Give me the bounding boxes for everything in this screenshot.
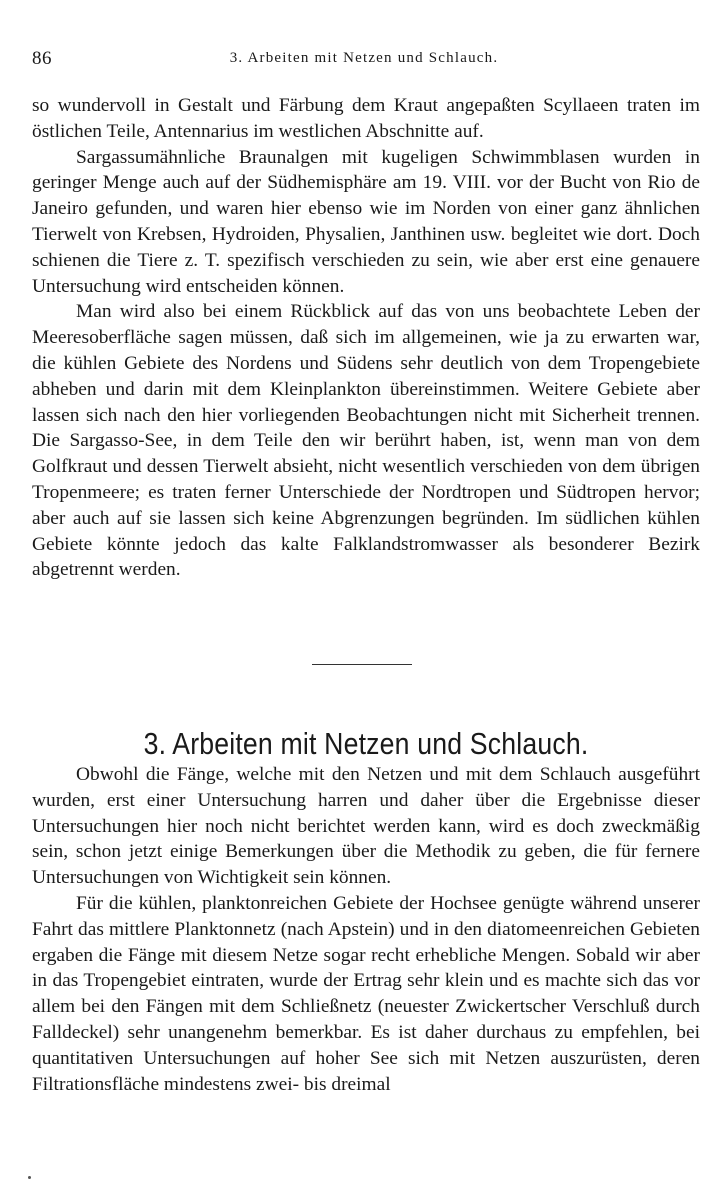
section-divider — [312, 664, 412, 665]
paragraph-continuation: so wundervoll in Gestalt und Färbung dem Kraut angepaßten Scyllaeen traten im östlichen Teile, Antennarius im westlichen Abschnitte auf. — [32, 95, 700, 142]
running-title: 3. Arbeiten mit Netzen und Schlauch. — [229, 50, 499, 66]
paragraph-kuehlen-gebiete: Für die kühlen, planktonreichen Gebiete der Hochsee genügte während unserer Fahrt das mittlere Planktonnetz (nach Apstein) und in den diatomeenreichen Gebieten ergaben die Fänge mit diesem Netze sogar recht erhebliche Mengen. Sobald wir aber in das Tropengebiet eintraten, wurde der Ertrag sehr klein und es machte sich das vor allem bei den Fängen mit dem Schließnetz (neuester Zwickertscher Verschluß durch Falldeckel) sehr unangenehm bemerkbar. Es ist daher durchaus zu empfehlen, bei quantitativen Untersuchungen auf hoher See sich mit Netzen auszurüsten, deren Filtrationsfläche mindestens zwei- bis dreimal — [32, 892, 700, 1095]
page-header — [32, 48, 696, 70]
section-heading: 3. Arbeiten mit Netzen und Schlauch. — [143, 725, 589, 761]
section-text — [32, 762, 700, 1097]
page-number: 86 — [32, 48, 52, 69]
print-speck — [28, 1176, 31, 1179]
paragraph-obwohl: Obwohl die Fänge, welche mit den Netzen und mit dem Schlauch ausgeführt wurden, erst einer Untersuchung harren und daher über die Ergebnisse dieser Untersuchungen hier noch nicht berichtet werden kann, wird es doch zweckmäßig sein, schon jetzt einige Bemerkungen über die Methodik zu geben, die für fernere Untersuchungen von Wichtigkeit sein können. — [32, 764, 700, 889]
paragraph-sargassum: Sargassumähnliche Braunalgen mit kugeligen Schwimmblasen wurden in geringer Menge auch auf der Südhemisphäre am 19. VIII. vor der Bucht von Rio de Janeiro gefunden, und waren hier ebenso wie im Norden von einer ganz ähnlichen Tierwelt von Krebsen, Hydroiden, Physalien, Janthinen usw. begleitet wie dort. Doch schienen die Tiere z. T. spezifisch verschieden zu sein, wie aber erst eine genauere Untersuchung wird entscheiden können. — [32, 146, 700, 297]
paragraph-rueckblick: Man wird also bei einem Rückblick auf das von uns beobachtete Leben der Meeresoberfläche sagen müssen, daß sich im allgemeinen, wie ja zu erwarten war, die kühlen Gebiete des Nordens und Südens sehr deutlich von dem Tropengebiete abheben und darin mit dem Kleinplankton übereinstimmen. Weitere Gebiete aber lassen sich nach den hier vorliegenden Beobachtungen nicht mit Sicherheit trennen. Die Sargasso-See, in dem Teile den wir berührt haben, ist, wenn man von dem Golfkraut und dessen Tierwelt absieht, nicht wesentlich verschieden von dem übrigen Tropenmeere; es traten ferner Unterschiede der Nordtropen und Südtropen hervor; aber auch auf sie lassen sich keine Abgrenzungen begründen. Im südlichen kühlen Gebiete könnte jedoch das kalte Falklandstromwasser als besonderer Bezirk abgetrennt werden. — [32, 301, 700, 581]
previous-section-text — [32, 93, 700, 583]
